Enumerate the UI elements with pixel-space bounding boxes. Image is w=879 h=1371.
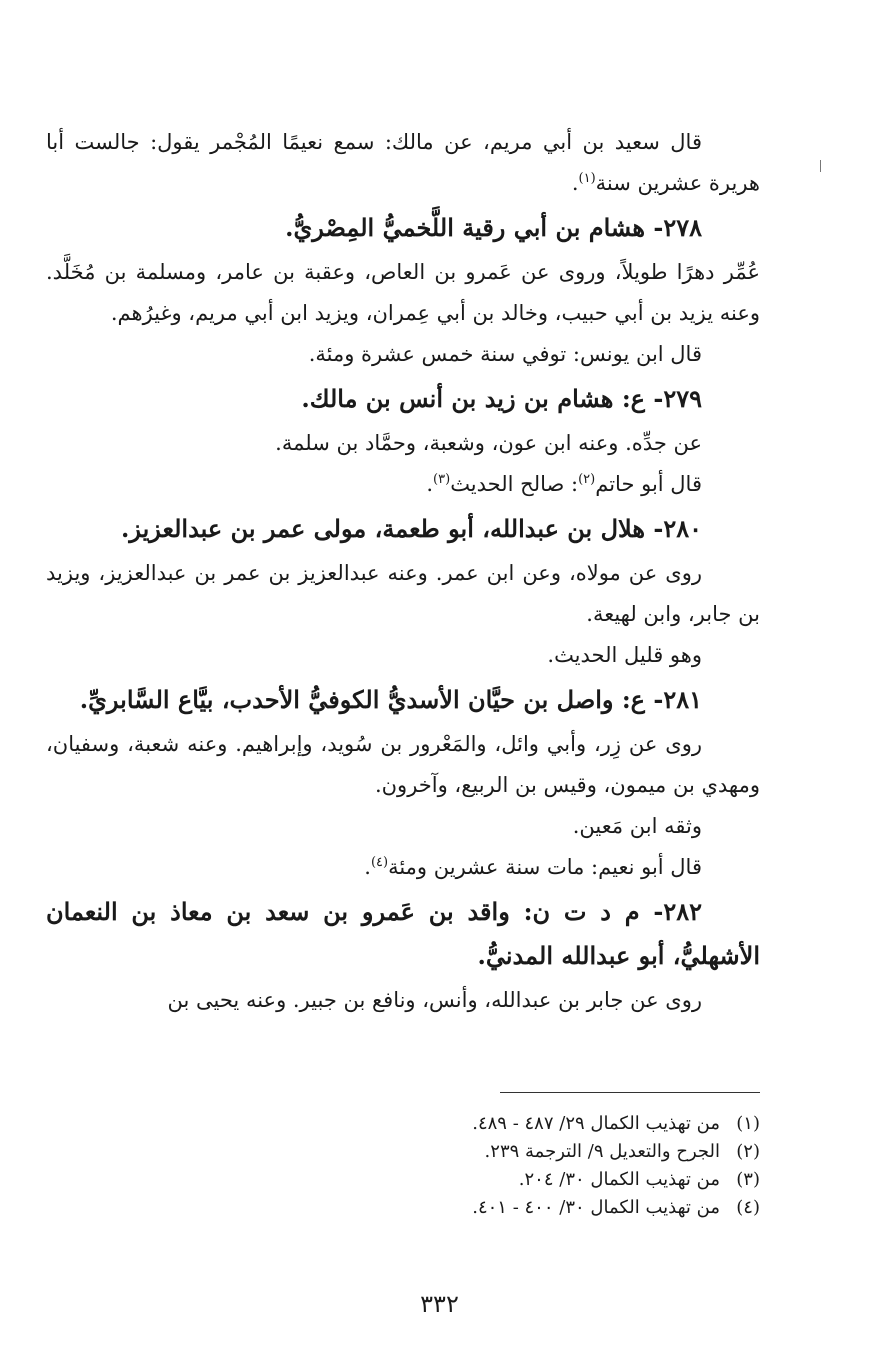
paragraph-text: قال أبو نعيم: مات سنة عشرين ومئة [388,855,702,879]
paragraph [46,334,760,375]
entry-heading [46,507,760,551]
entry-heading [46,678,760,722]
footnote-number: (١) [736,1113,760,1134]
paragraph-text: روى عن زِر، وأبي وائل، والمَعْرور بن سُويد، وإبراهيم. وعنه شعبة، وسفيان، ومهدي بن ميمون، وقيس بن الربيع، وآخرون. [46,732,760,797]
entry-heading [46,377,760,421]
footnote-text: الجرح والتعديل ٩/ الترجمة ٢٣٩. [484,1141,720,1162]
paragraph [46,724,760,806]
footnote-text: من تهذيب الكمال ٢٩/ ٤٨٧ - ٤٨٩. [472,1113,720,1134]
footnote-number: (٤) [736,1197,760,1218]
entry-number: ٢٧٩- [653,384,702,413]
paragraph [46,122,760,204]
paragraph-text: عُمِّر دهرًا طويلاً، وروى عن عَمرو بن العاص، وعقبة بن عامر، ومسلمة بن مُخَلَّد. وعنه يزيد بن أبي حبيب، وخالد بن أبي عِمران، ويزيد ابن أبي مريم، وغيرُهم. [46,260,760,325]
entry-number: ٢٨٠- [653,514,702,543]
footnote-number: (٢) [736,1141,760,1162]
scan-mark [820,160,821,172]
footnote [300,1166,760,1194]
footnote-ref: (٢) [578,472,596,487]
paragraph [46,464,760,505]
paragraph-text: قال ابن يونس: توفي سنة خمس عشرة ومئة. [308,342,702,366]
paragraph [46,806,760,847]
entry-symbols: ع: [621,685,645,714]
paragraph-text: : صالح الحديث [450,472,579,496]
entry-symbols: م د ت ن: [523,897,640,926]
paragraph-text: روى عن جابر بن عبدالله، وأنس، ونافع بن جبير. وعنه يحيى بن [167,988,702,1012]
paragraph-end: . [426,472,434,496]
footnote-number: (٣) [736,1169,760,1190]
entry-number: ٢٨٢- [653,897,703,926]
paragraph [46,423,760,464]
paragraph [46,252,760,334]
paragraph-text: روى عن مولاه، وعن ابن عمر. وعنه عبدالعزيز بن عمر بن عبدالعزيز، ويزيد بن جابر، وابن لهيعة. [46,561,760,626]
entry-heading [46,890,760,978]
footnote [300,1138,760,1166]
main-text [46,122,760,1021]
entry-heading [46,206,760,250]
entry-number: ٢٨١- [653,685,702,714]
page-number: ٣٣٢ [420,1290,459,1318]
entry-number: ٢٧٨- [653,213,702,242]
footnotes [300,1110,760,1222]
footnote-ref: (١) [578,171,596,186]
entry-title: واقد بن عَمرو بن سعد بن معاذ بن النعمان الأشهليُّ، أبو عبدالله المدنيُّ. [46,897,760,970]
paragraph [46,980,760,1021]
footnote-ref: (٤) [370,855,389,870]
footnote [300,1110,760,1138]
paragraph [46,553,760,635]
entry-title: واصل بن حيَّان الأسديُّ الكوفيُّ الأحدب، بيَّاع السَّابريِّ. [79,685,614,714]
entry-title: هلال بن عبدالله، أبو طعمة، مولى عمر بن عبدالعزيز. [120,514,645,543]
paragraph [46,847,760,888]
paragraph-text: وهو قليل الحديث. [547,643,702,667]
entry-symbols: ع: [621,384,645,413]
entry-title: هشام بن أبي رقية اللَّخميُّ المِصْريُّ. [285,213,645,242]
footnote-separator [500,1092,760,1093]
paragraph-text: قال سعيد بن أبي مريم، عن مالك: سمع نعيمًا المُجْمر يقول: جالست أبا هريرة عشرين سنة [46,130,760,195]
entry-title: هشام بن زيد بن أنس بن مالك. [301,384,614,413]
footnote [300,1194,760,1222]
paragraph-text: عن جدِّه. وعنه ابن عون، وشعبة، وحمَّاد بن سلمة. [275,431,702,455]
paragraph-text: وثقه ابن مَعين. [572,814,702,838]
footnote-ref: (٣) [433,472,451,487]
footnote-text: من تهذيب الكمال ٣٠/ ٢٠٤. [518,1169,720,1190]
paragraph [46,635,760,676]
paragraph-text: قال أبو حاتم [595,472,702,496]
paragraph-end: . [571,171,579,195]
paragraph-end: . [364,855,371,879]
footnote-text: من تهذيب الكمال ٣٠/ ٤٠٠ - ٤٠١. [472,1197,720,1218]
